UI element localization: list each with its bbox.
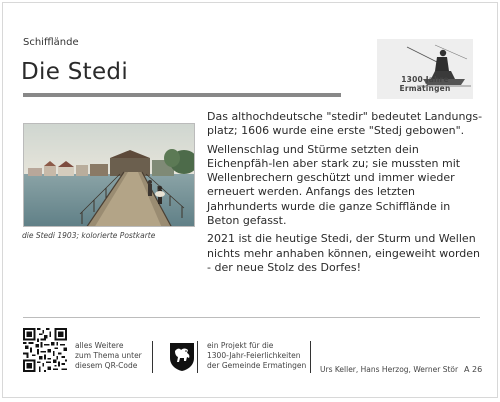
page-number: A 26 xyxy=(464,365,483,374)
footer-separator xyxy=(152,341,153,373)
paragraph-2: Wellenschlag und Stürme setzten dein Eichenpfäh-len aber stark zu; sie mussten mit Wellenbrechern geschützt und immer wieder erneuert werden. Anfangs des letzten Jahrhunderts wurde die ganze Schifflände in Beton gefasst. xyxy=(207,142,461,228)
historic-photo xyxy=(23,123,195,227)
section-kicker: Schifflände xyxy=(23,37,79,48)
authors-text: Urs Keller, Hans Herzog, Werner Stör xyxy=(320,365,459,374)
qr-code[interactable] xyxy=(23,328,67,372)
footer-separator xyxy=(310,341,311,373)
footer-divider xyxy=(23,317,480,318)
project-text: ein Projekt für die 1300-Jahr-Feierlichkeiten der Gemeinde Ermatingen xyxy=(207,341,307,370)
footer-separator xyxy=(197,341,198,373)
photo-caption: die Stedi 1903; kolorierte Postkarte xyxy=(22,231,156,240)
title-underline xyxy=(23,93,341,97)
body-text xyxy=(207,110,483,279)
paragraph-1: Das althochdeutsche "stedir" bedeutet Landungs-platz; 1606 wurde eine erste "Stedj gebowen". xyxy=(207,110,483,138)
page-title: Die Stedi xyxy=(21,59,129,85)
ermatingen-crest-icon xyxy=(169,342,195,372)
qr-hint-text: alles Weitere zum Thema unter diesem QR-Code xyxy=(75,341,142,370)
info-panel xyxy=(2,2,498,398)
anniversary-logo xyxy=(377,39,473,99)
paragraph-3: 2021 ist die heutige Stedi, der Sturm und Wellen nichts mehr anhaben können, eingeweiht worden - der neue Stolz des Dorfes! xyxy=(207,232,481,274)
logo-text: 1300 Jahre Ermatingen xyxy=(399,75,451,93)
